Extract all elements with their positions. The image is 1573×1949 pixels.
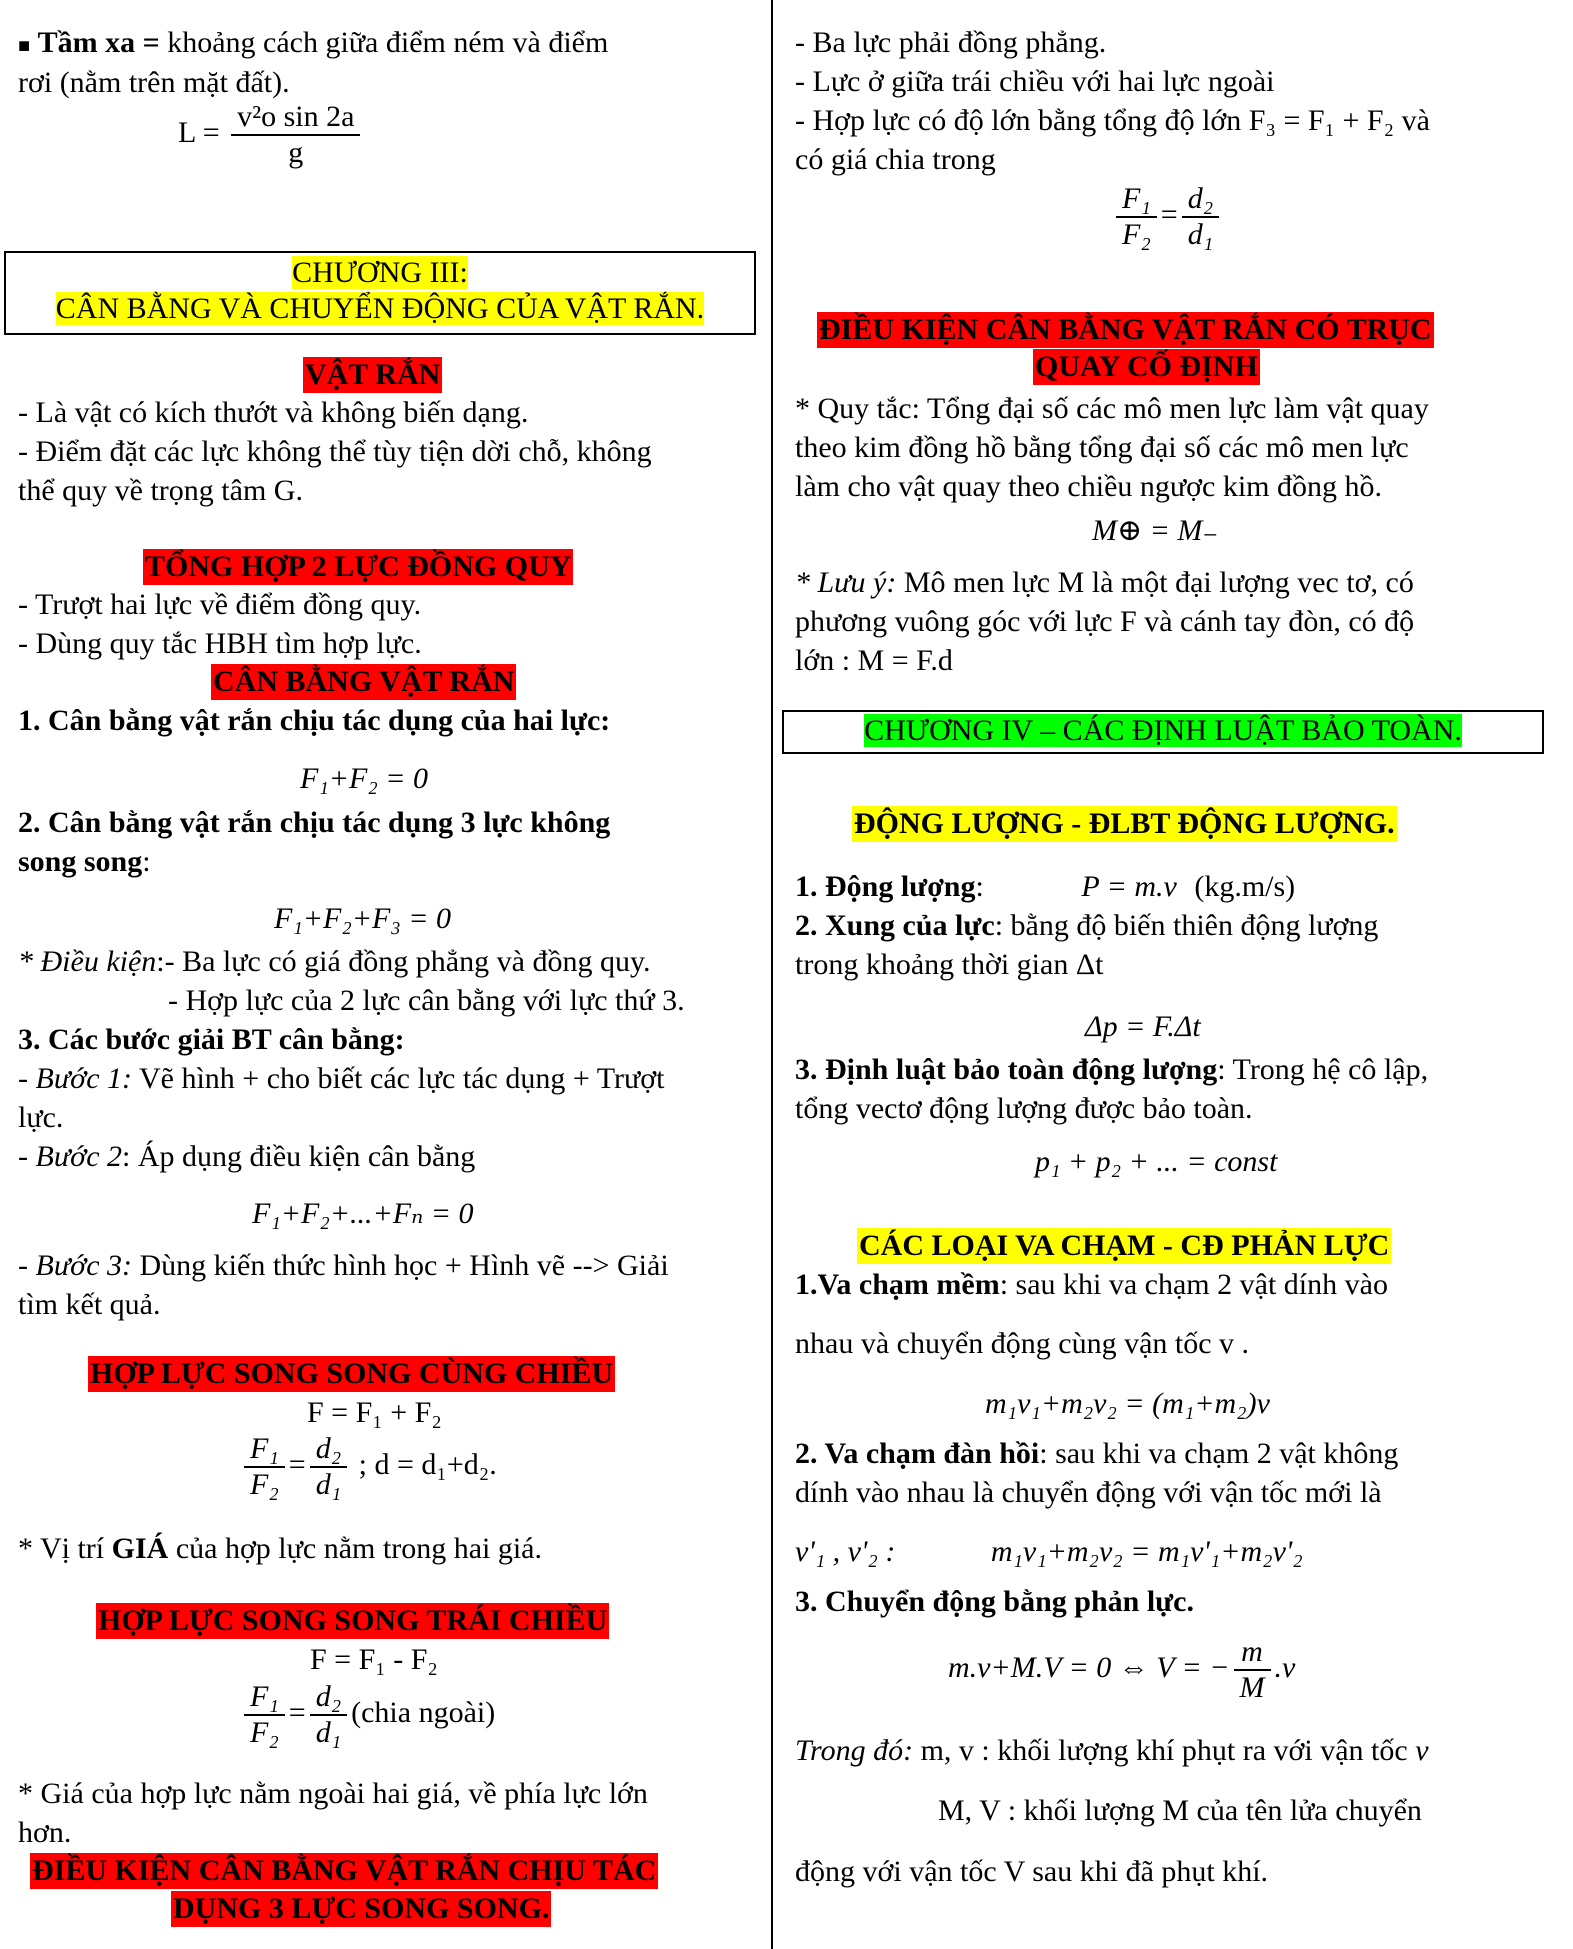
condition-line-2: - Hợp lực của 2 lực cân bằng với lực thứ 3. xyxy=(168,984,685,1017)
c1-formula: m₁v₁+m₂v₂ = (m₁+m₂)v xyxy=(985,1387,1270,1420)
left-column xyxy=(0,0,770,1949)
right-column xyxy=(790,0,1573,1949)
range-formula: L = $\frac{\text{v²o sin 2a}}{g}$ xyxy=(178,100,364,170)
heading-rigid-body: VẬT RẮN xyxy=(305,358,441,391)
step-2: - Bước 2: Áp dụng điều kiện cân bằng xyxy=(18,1140,476,1173)
step-2-formula: F₁+F₂+...+Fₙ = 0 xyxy=(252,1197,474,1230)
chapter-3-line-2: CÂN BẰNG VÀ CHUYỂN ĐỘNG CỦA VẬT RẮN. xyxy=(55,292,705,325)
heading-collisions: CÁC LOẠI VA CHẠM - CĐ PHẢN LỰC xyxy=(859,1229,1390,1262)
bullet-icon: ■ xyxy=(18,35,31,57)
c1-cont: nhau và chuyển động cùng vận tốc v . xyxy=(795,1327,1250,1360)
eq2-heading-2: song song: xyxy=(18,845,151,878)
range-line-1: ■ Tầm xa = khoảng cách giữa điểm ném và điểm xyxy=(18,26,609,59)
heading-rigid-equilibrium: CÂN BẰNG VẬT RẮN xyxy=(213,665,515,698)
heading-three-parallel-2: DỤNG 3 LỰC SONG SONG. xyxy=(173,1892,550,1925)
where-line-3: động với vận tốc V sau khi đã phụt khí. xyxy=(795,1855,1269,1888)
step-1-cont: lực. xyxy=(18,1101,64,1134)
heading-concurrent-forces: TỔNG HỢP 2 LỰC ĐỒNG QUY xyxy=(145,550,572,583)
rule-line-2: theo kim đồng hồ bằng tổng đại số các mô men lực xyxy=(795,431,1409,464)
p2-cont: trong khoảng thời gian Δt xyxy=(795,948,1104,981)
p3-formula: p₁ + p₂ + ... = const xyxy=(1035,1145,1278,1178)
opp-dir-note-2: hơn. xyxy=(18,1816,72,1849)
right-line-2: - Lực ở giữa trái chiều với hai lực ngoài xyxy=(795,65,1275,98)
right-line-4: có giá chia trong xyxy=(795,143,996,176)
same-dir-eq: F = F₁ + F₂ xyxy=(307,1396,442,1429)
rigid-line-2: - Điểm đặt các lực không thể tùy tiện dời chỗ, không xyxy=(18,435,652,468)
c2-line: 2. Va chạm đàn hồi: sau khi va chạm 2 vật không xyxy=(795,1437,1399,1470)
note-line-2: phương vuông góc với lực F và cánh tay đòn, có độ xyxy=(795,605,1415,638)
c3-formula: m.v+M.V = 0 ⇔ V = − $\frac{m}{M}$ .v xyxy=(948,1635,1296,1704)
p3-line: 3. Định luật bảo toàn động lượng: Trong hệ cô lập, xyxy=(795,1053,1429,1086)
c1-line: 1.Va chạm mềm: sau khi va chạm 2 vật dính vào xyxy=(795,1268,1388,1301)
chapter-3-box xyxy=(4,251,756,335)
chapter-4-title: CHƯƠNG IV – CÁC ĐỊNH LUẬT BẢO TOÀN. xyxy=(864,714,1462,747)
where-line-1: Trong đó: m, v : khối lượng khí phụt ra với vận tốc v xyxy=(795,1734,1429,1767)
moment-equation: M⊕ = M₋ xyxy=(1092,514,1219,547)
rule-line-3: làm cho vật quay theo chiều ngược kim đồng hồ. xyxy=(795,470,1382,503)
rule-line-1: * Quy tắc: Tổng đại số các mô men lực làm vật quay xyxy=(795,392,1429,425)
same-dir-note: * Vị trí GIÁ của hợp lực nằm trong hai giá. xyxy=(18,1532,542,1565)
chapter-4-box xyxy=(782,710,1544,754)
condition-line-1: * Điều kiện:- Ba lực có giá đồng phẳng và đồng quy. xyxy=(18,945,651,978)
heading-parallel-same-direction: HỢP LỰC SONG SONG CÙNG CHIỀU xyxy=(90,1357,614,1390)
p2-line: 2. Xung của lực: bằng độ biến thiên động lượng xyxy=(795,909,1379,942)
heading-parallel-opposite-direction: HỢP LỰC SONG SONG TRÁI CHIỀU xyxy=(98,1604,608,1637)
step-1: - Bước 1: Vẽ hình + cho biết các lực tác dụng + Trượt xyxy=(18,1062,665,1095)
heading-fixed-axis-1: ĐIỀU KIỆN CÂN BẰNG VẬT RẮN CÓ TRỤC xyxy=(819,313,1432,346)
p2-formula: Δp = F.Δt xyxy=(1085,1010,1201,1043)
steps-heading: 3. Các bước giải BT cân bằng: xyxy=(18,1023,405,1056)
same-dir-ratio: $\frac{\text{F₁}}{\text{F₂}}$ = $\frac{\text{d₂}}{\text{d₁}}$ ; d = d₁+d₂. xyxy=(240,1432,497,1502)
note-line-3: lớn : M = F.d xyxy=(795,644,953,677)
heading-fixed-axis-2: QUAY CỐ ĐỊNH xyxy=(1035,350,1258,383)
step-3: - Bước 3: Dùng kiến thức hình học + Hình vẽ --> Giải xyxy=(18,1249,669,1282)
c2-formula-line: v'₁ , v'₂ : m₁v₁+m₂v₂ = m₁v'₁+m₂v'₂ xyxy=(795,1535,1303,1568)
eq2-heading-1: 2. Cân bằng vật rắn chịu tác dụng 3 lực không xyxy=(18,806,611,839)
rigid-line-3: thể quy về trọng tâm G. xyxy=(18,474,303,507)
p3-cont: tổng vectơ động lượng được bảo toàn. xyxy=(795,1092,1253,1125)
right-line-1: - Ba lực phải đồng phẳng. xyxy=(795,26,1107,59)
eq1-heading: 1. Cân bằng vật rắn chịu tác dụng của hai lực: xyxy=(18,704,611,737)
chapter-3-line-1: CHƯƠNG III: xyxy=(292,256,468,289)
concurrent-line-2: - Dùng quy tắc HBH tìm hợp lực. xyxy=(18,627,422,660)
internal-ratio: $\frac{\text{F₁}}{\text{F₂}}$ = $\frac{\text{d₂}}{\text{d₁}}$ xyxy=(1112,182,1223,252)
heading-three-parallel-1: ĐIỀU KIỆN CÂN BẰNG VẬT RẮN CHỊU TÁC xyxy=(32,1854,657,1887)
eq1-formula: F₁+F₂ = 0 xyxy=(300,762,428,795)
range-line-2: rơi (nằm trên mặt đất). xyxy=(18,66,290,99)
heading-momentum: ĐỘNG LƯỢNG - ĐLBT ĐỘNG LƯỢNG. xyxy=(854,807,1395,840)
c2-cont: dính vào nhau là chuyển động với vận tốc mới là xyxy=(795,1476,1382,1509)
eq2-formula: F₁+F₂+F₃ = 0 xyxy=(274,902,451,935)
opp-dir-ratio: $\frac{\text{F₁}}{\text{F₂}}$ = $\frac{\text{d₂}}{\text{d₁}}$ (chia ngoài) xyxy=(240,1680,495,1750)
rigid-line-1: - Là vật có kích thướt và không biến dạng. xyxy=(18,396,529,429)
c3-heading: 3. Chuyển động bằng phản lực. xyxy=(795,1585,1194,1618)
step-3-cont: tìm kết quả. xyxy=(18,1288,161,1321)
p1-line: 1. Động lượng: P = m.v (kg.m/s) xyxy=(795,870,1296,903)
note-line-1: * Lưu ý: Mô men lực M là một đại lượng vec tơ, có xyxy=(795,566,1414,599)
where-line-2: M, V : khối lượng M của tên lửa chuyển xyxy=(938,1794,1422,1827)
concurrent-line-1: - Trượt hai lực về điểm đồng quy. xyxy=(18,588,422,621)
opp-dir-note-1: * Giá của hợp lực nằm ngoài hai giá, về phía lực lớn xyxy=(18,1777,648,1810)
opp-dir-eq: F = F₁ - F₂ xyxy=(310,1643,438,1676)
column-divider xyxy=(771,0,773,1949)
right-line-3: - Hợp lực có độ lớn bằng tổng độ lớn F₃ = F₁ + F₂ và xyxy=(795,104,1430,137)
